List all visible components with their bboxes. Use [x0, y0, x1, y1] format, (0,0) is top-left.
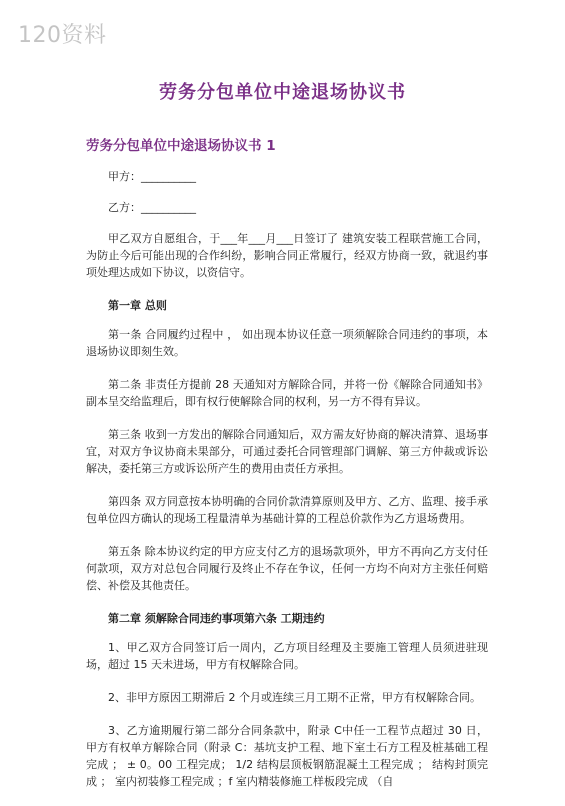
chapter-2-heading: 第二章 须解除合同违约事项第六条 工期违约	[108, 612, 325, 625]
watermark-logo: 120资料	[18, 23, 107, 48]
document-body	[86, 168, 488, 806]
item-3: 3、乙方逾期履行第二部分合同条款中，附录 C中任一工程节点超过 30 日，甲方有权单方解除合同（附录 C：基坑支护工程、地下室土石方工程及桩基础工程完成 ； ± 0。00 工程完成； 1/2 结构层顶板钢筋混凝土工程完成 ； 结构封顶完成 ； 室内初装修工程完成 ；f 室内精装修施工样板段完成 （自	[86, 724, 488, 788]
document-title: 劳务分包单位中途退场协议书	[159, 82, 406, 103]
document-subtitle: 劳务分包单位中途退场协议书 1	[86, 138, 276, 154]
item-2: 2、非甲方原因工期滞后 2 个月或连续三月工期不正常，甲方有权解除合同。	[108, 691, 481, 704]
article-1: 第一条 合同履约过程中 ， 如出现本协议任意一项须解除合同违约的事项，本退场协议即刻生效。	[86, 328, 488, 358]
article-2: 第二条 非责任方提前 28 天通知对方解除合同，并将一份《解除合同通知书》副本呈交给监理后，即有权行使解除合同的权利，另一方不得有异议。	[86, 378, 488, 408]
chapter-1-heading: 第一章 总则	[108, 299, 167, 312]
article-3: 第三条 收到一方发出的解除合同通知后，双方需友好协商的解决清算、退场事宜，对双方争议协商未果部分，可通过委托合同管理部门调解、第三方仲裁或诉讼解决，委托第三方或诉讼所产生的费用由责任方承担。	[86, 428, 488, 475]
party-b-field: 乙方：__________	[108, 201, 196, 214]
party-a-field: 甲方：__________	[108, 170, 196, 183]
article-5: 第五条 除本协议约定的甲方应支付乙方的退场款项外，甲方不再向乙方支付任何款项，双方对总包合同履行及终止不存在争议，任何一方均不向对方主张任何赔偿、补偿及其他责任。	[86, 545, 488, 592]
article-4: 第四条 双方同意按本协明确的合同价款清算原则及甲方、乙方、监理、接手承包单位四方确认的现场工程量清单为基础计算的工程总价款作为乙方退场费用。	[86, 495, 488, 525]
intro-paragraph: 甲乙双方自愿组合，于___年___月___日签订了 建筑安装工程联营施工合同，为防止今后可能出现的合作纠纷，影响合同正常履行，经双方协商一致，就退约事项处理达成如下协议，以资信守。	[86, 232, 488, 279]
item-1: 1、甲乙双方合同签订后一周内，乙方项目经理及主要施工管理人员须进驻现场，超过 15 天未进场，甲方有权解除合同。	[86, 641, 488, 671]
